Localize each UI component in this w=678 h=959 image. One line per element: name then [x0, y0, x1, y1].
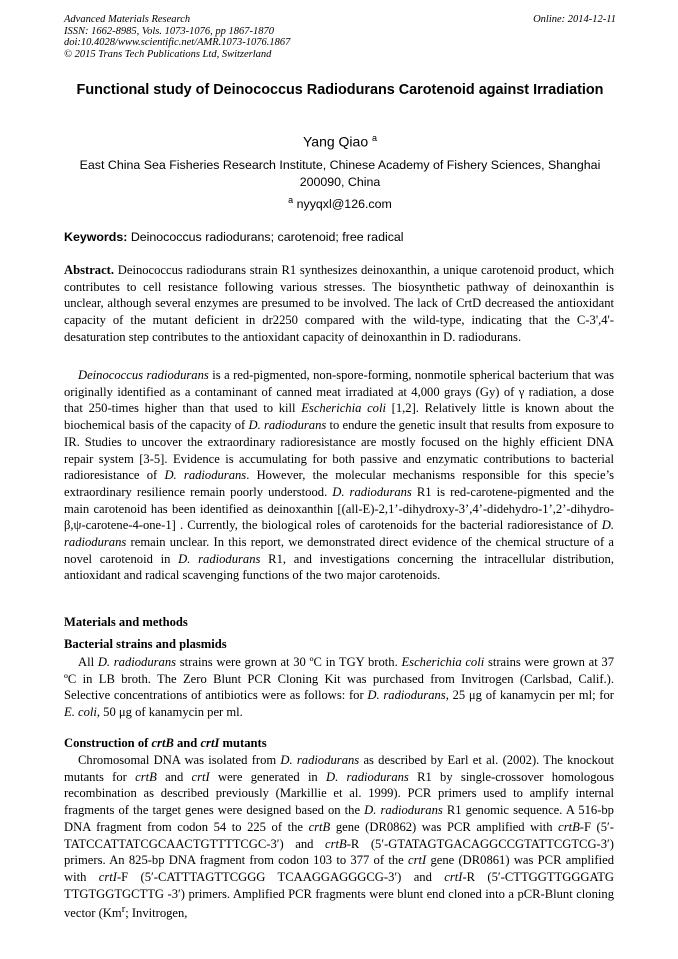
gene-name: crtB — [325, 836, 347, 851]
species-name: D. radiodurans — [280, 753, 360, 767]
body-text: gene (DR0861) was PCR amplified with — [64, 853, 615, 884]
species-name: E. coli — [64, 705, 97, 720]
author-name: Yang Qiao — [302, 133, 369, 150]
doi-line: doi:10.4028/www.scientific.net/AMR.1073-1076.1867 — [64, 37, 291, 48]
keywords — [64, 230, 616, 244]
abstract — [64, 262, 614, 346]
body-text: -F (5′-CATTTAGTTCGGG TCAAGGAGGGCG-3′) and — [116, 869, 445, 884]
body-text: Chromosomal DNA was isolated from — [78, 753, 281, 767]
heading-text: mutants — [219, 736, 267, 750]
keywords-label: Keywords: — [64, 230, 128, 244]
intro-text: is a red-pigmented, non-spore-forming, nonmotile spherical bacterium that was originally identified as a contaminant of canned meat irradiated at 4,000 grays (Gy) of γ radiation, a dose that 250-times higher than that used to kill — [64, 368, 614, 416]
abstract-label: Abstract. — [64, 263, 115, 277]
species-name: Deinococcus radiodurans — [78, 368, 209, 382]
gene-name: crtI — [191, 769, 210, 784]
species-name: D. radiodurans — [64, 518, 614, 550]
body-text: , 25 μg of kanamycin per ml; for — [445, 688, 614, 703]
body-text: All — [78, 655, 98, 669]
email-line — [64, 195, 616, 211]
email-address[interactable]: nyyqxl@126.com — [296, 197, 392, 212]
species-name: D. radiodurans — [364, 803, 443, 818]
gene-name: crtB — [308, 819, 331, 834]
heading-text: and — [173, 736, 201, 750]
gene-name: crtB — [151, 736, 174, 750]
species-name: D. radiodurans — [178, 551, 261, 566]
paper-title: Functional study of Deinococcus Radiodurans Carotenoid against Irradiation — [76, 82, 604, 98]
heading-text: Construction of — [64, 736, 152, 750]
intro-text: . However, the molecular mechanisms responsible for this specie’s extraordinary resilience remain poorly understood. — [64, 468, 614, 499]
journal-name: Advanced Materials Research — [64, 14, 191, 25]
bacterial-paragraph — [64, 654, 614, 721]
body-text: -R (5′-GTATAGTGACAGGCCGTATTCGTCG-3′) primers. An 825-bp DNA fragment from codon 103 to 377 of the — [64, 836, 614, 868]
gene-name: crtI — [407, 853, 427, 868]
intro-text: R1 is red-carotene-pigmented and the main carotenoid has been identified as deinoxanthin [(all-E)-2,1’-dihydroxy-3’,4’-didehydro-1’,2’-dihydro-β,ψ-carotene-4-one-1] . Currently, the biological roles of carotenoids for the bacterial radioresistance of — [64, 484, 615, 533]
gene-name: crtI — [200, 736, 220, 750]
construction-paragraph — [64, 752, 614, 922]
intro-paragraph — [64, 367, 614, 584]
species-name: D. radiodurans — [367, 688, 446, 703]
gene-name: crtI — [98, 869, 117, 884]
gene-name: crtB — [135, 769, 157, 784]
abstract-text: Deinococcus radiodurans strain R1 synthesizes deinoxanthin, a unique carotenoid product, which contributes to cell resistance following various stresses. The biosynthetic pathway of deinoxanthin is unclear, although several enzymes are presumed to be involved. The lack of CrtD decreased the antioxidant capacity of the mutant deficient in dr2250 compared with the wild-type, indicating that the C-3',4'-desaturation step contributes to the antioxidant capacity of deinoxanthin in D. radiodurans. — [64, 263, 615, 344]
species-name: D. radiodurans — [332, 484, 412, 499]
body-text: were generated in — [209, 769, 327, 784]
intro-text: to endure the genetic insult that results from exposure to IR. Studies to uncover the extraordinary radioresistance are mostly focused on the highly efficient DNA repair system [3-5]. Evidence is accumulating for both passive and enzymatic contributions to bacterial radioresistance of — [64, 418, 614, 483]
gene-name: crtB — [558, 819, 580, 834]
body-text: R1 by single-crossover homologous recombination as described previously (Markillie et al. 1999). PCR primers used to amplify internal fragments of the target genes were designed based on the — [64, 769, 614, 818]
body-text: strains were grown at 30 ºC in TGY broth. — [176, 655, 402, 669]
author-mark: a — [372, 133, 378, 143]
intro-text: remain unclear. In this report, we demonstrated direct evidence of the chemical structure of a novel carotenoid in — [64, 535, 614, 566]
section-heading-bacterial: Bacterial strains and plasmids — [64, 637, 227, 651]
copyright-line: © 2015 Trans Tech Publications Ltd, Switzerland — [64, 48, 272, 60]
species-name: D. radiodurans — [326, 769, 409, 784]
body-text: ; Invitrogen, — [125, 906, 188, 921]
section-heading-construction — [64, 736, 267, 751]
gene-name: crtI — [444, 869, 463, 884]
body-text: and — [156, 769, 192, 784]
email-mark: a — [288, 195, 294, 205]
intro-text: R1, and investigations concerning the intracellular distribution, antioxidant and radical scavenging functions of the two major carotenoids. — [64, 551, 614, 583]
species-name: D. radiodurans — [164, 468, 247, 483]
species-name: D. radiodurans — [248, 418, 327, 433]
body-text: -F (5′-TATCCATTATCGCAACTGTTTTCGC-3′) and — [64, 819, 615, 851]
species-name: Escherichia coli — [401, 655, 485, 669]
online-date: Online: 2014-12-11 — [533, 14, 616, 25]
species-name: Escherichia coli — [301, 401, 386, 416]
species-name: D. radiodurans — [97, 655, 177, 669]
issn-line: ISSN: 1662-8985, Vols. 1073-1076, pp 1867-1870 — [64, 25, 274, 37]
body-text: as described by Earl et al. (2002). The knockout mutants for — [64, 753, 615, 784]
body-text: -R (5′-CTTGGTTGGGATG TTGTGGTGCTTG -3′) primers. Amplified PCR fragments were blunt end cloned into a pCR-Blunt cloning vector (Km — [64, 869, 614, 921]
intro-text: [1,2]. Relatively little is known about the biochemical basis of the capacity of — [64, 401, 614, 433]
body-text: , 50 μg of kanamycin per ml. — [96, 705, 243, 720]
body-text: R1 genomic sequence. A 516-bp DNA fragment from codon 54 to 225 of the — [64, 803, 614, 834]
section-heading-materials: Materials and methods — [64, 615, 188, 629]
affiliation: East China Sea Fisheries Research Institute, Chinese Academy of Fishery Sciences, Shanghai 200090, China — [79, 158, 601, 189]
body-text: strains were grown at 37 ºC in LB broth. The Zero Blunt PCR Cloning Kit was purchased from Invitrogen (Carlsbad, Calif.). Selective concentrations of antibiotics were as follows: for — [64, 655, 615, 703]
page-header — [64, 14, 616, 60]
author-line — [64, 133, 616, 150]
body-text: gene (DR0862) was PCR amplified with — [330, 819, 559, 834]
superscript: r — [121, 904, 126, 916]
keywords-text: Deinococcus radiodurans; carotenoid; free radical — [130, 230, 404, 244]
